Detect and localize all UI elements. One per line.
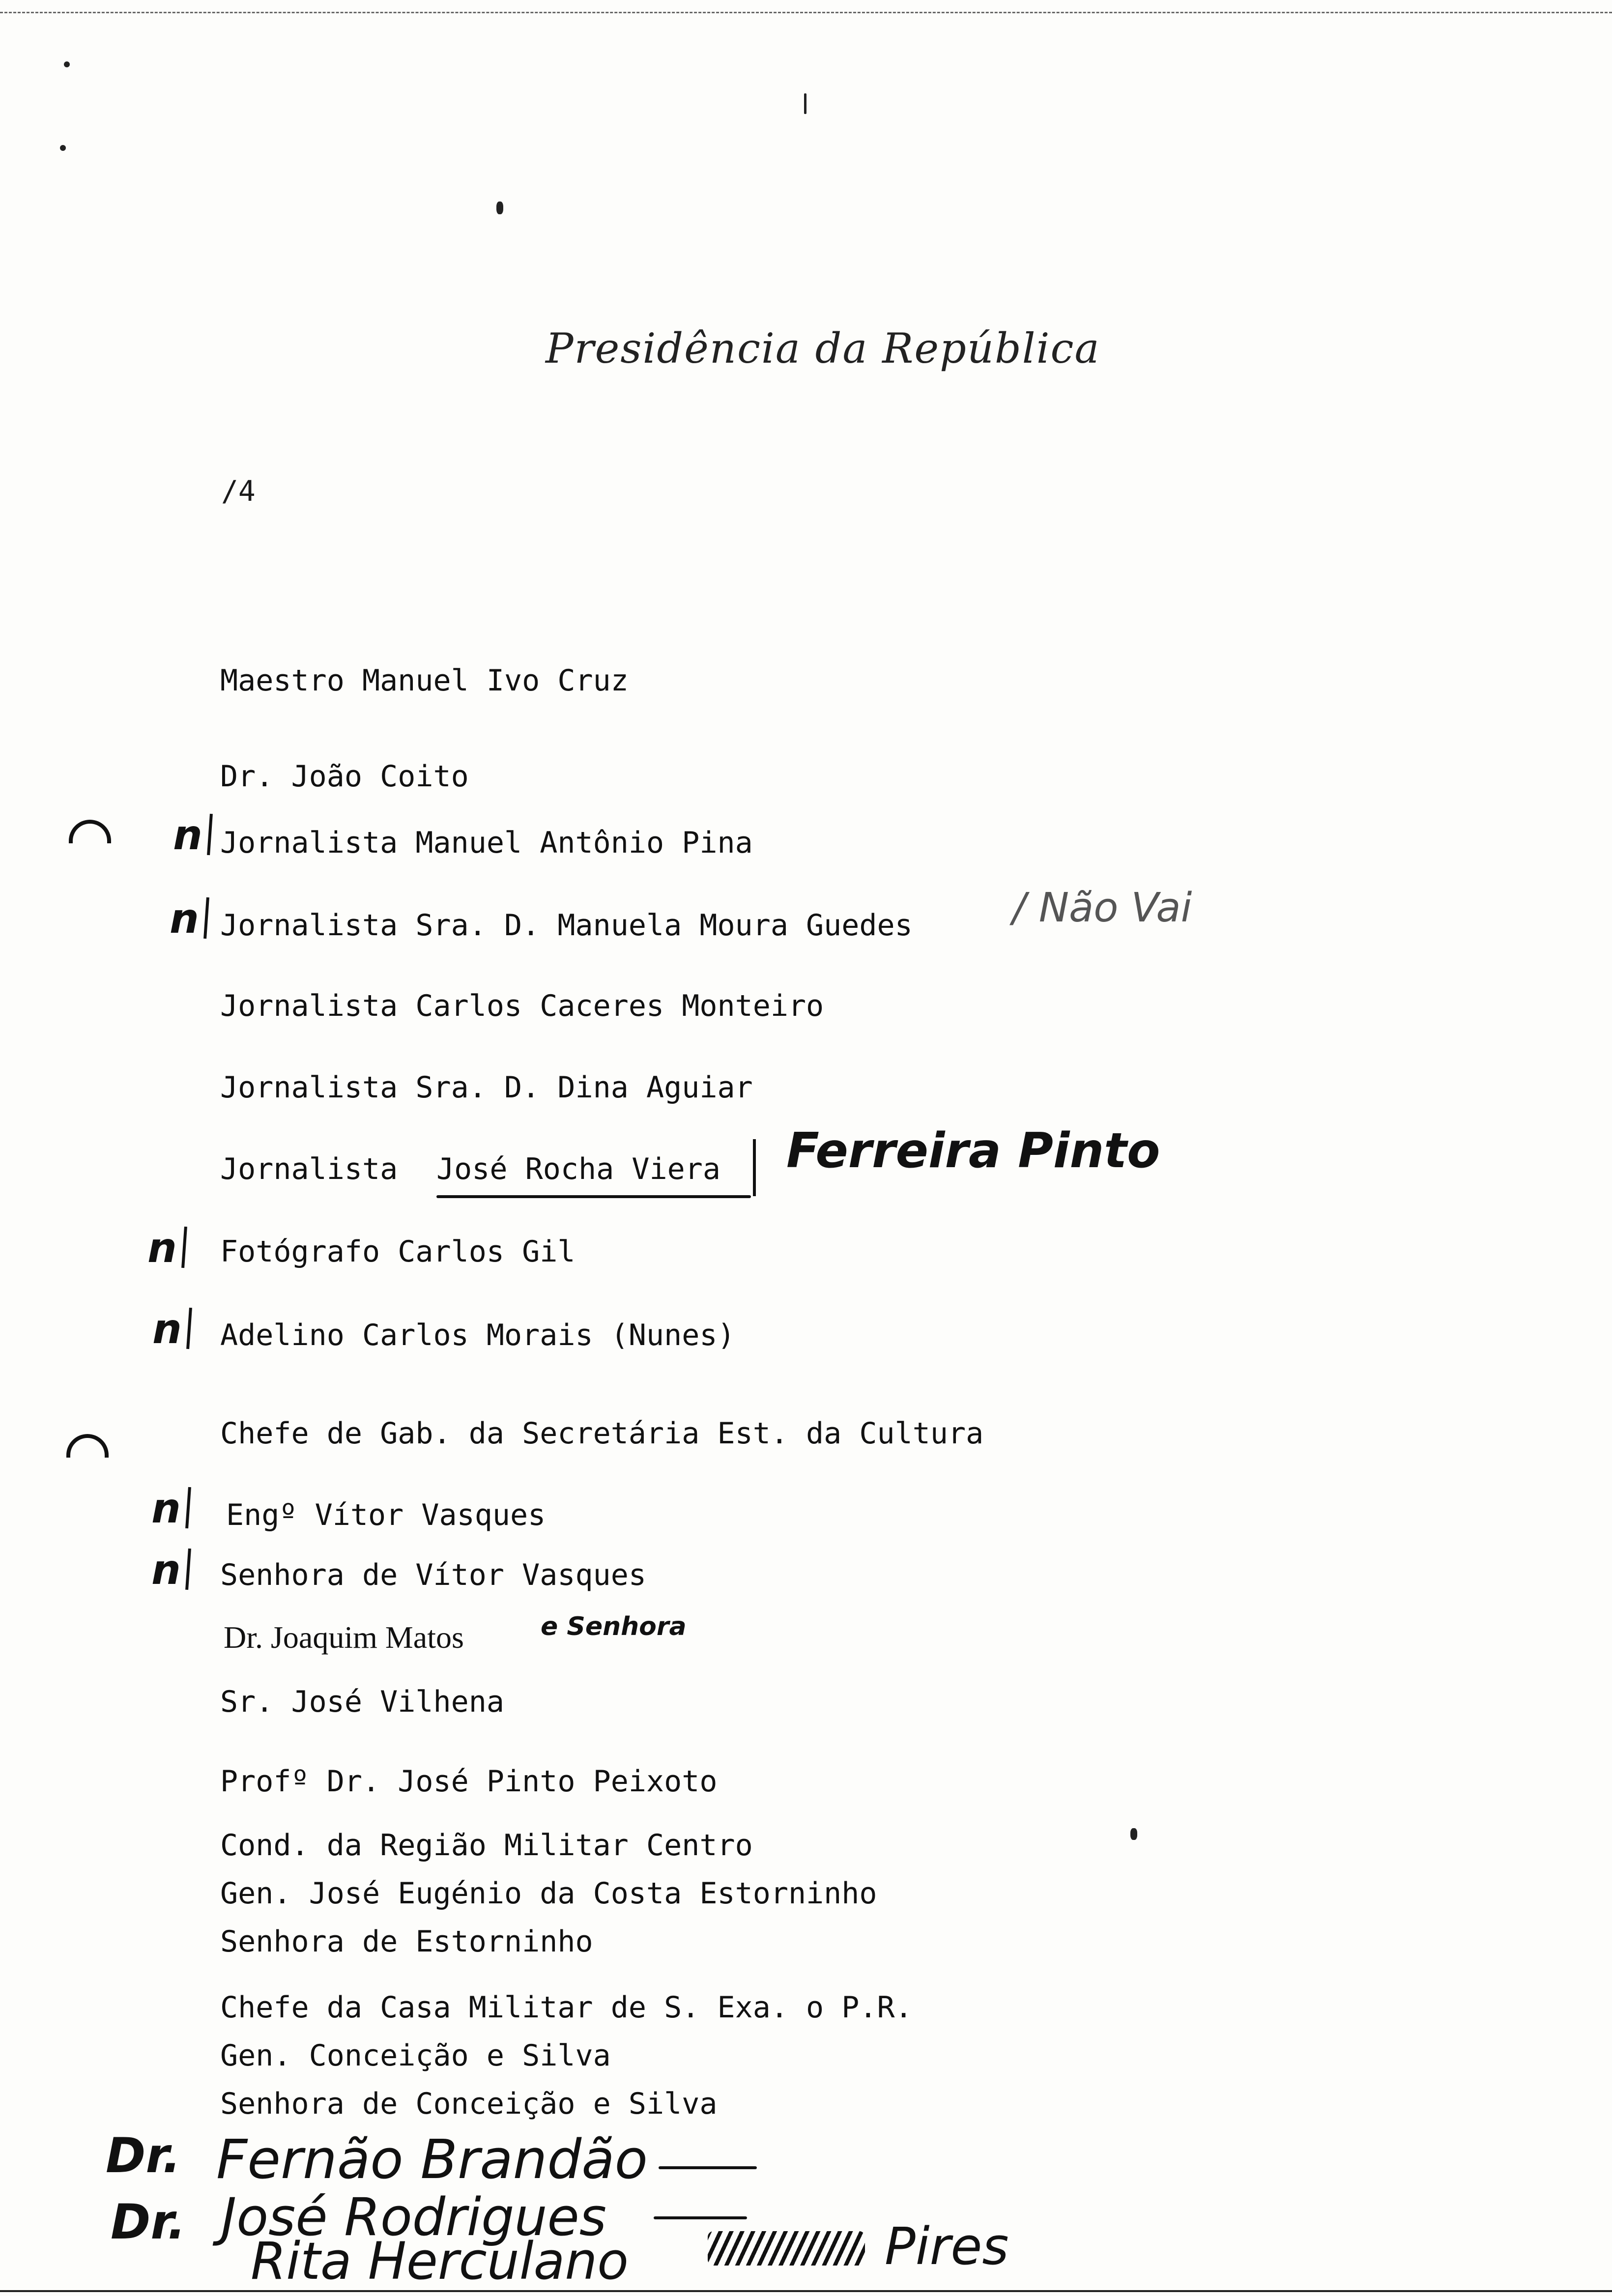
handwritten-underline [436,1195,751,1198]
list-entry: Jornalista Carlos Caceres Monteiro [220,989,824,1023]
handwritten-name: Pires [885,2216,1009,2276]
handwritten-n-mark: n [152,1305,182,1353]
handwritten-dr-prefix: Dr. [111,2194,186,2250]
list-entry: Engº Vítor Vasques [226,1498,546,1532]
handwritten-scribble [708,2231,865,2266]
handwritten-n-mark: n [151,1484,181,1532]
handwritten-dr-prefix: Dr. [106,2128,181,2184]
scan-top-line [0,12,1612,13]
handwritten-name: Fernão Brandão [216,2128,648,2191]
handwritten-arc-mark [66,1434,109,1458]
handwritten-arc-mark [69,820,111,843]
scan-speck [1130,1828,1137,1840]
handwritten-e-senhora: e Senhora [541,1612,687,1641]
list-entry: Profº Dr. José Pinto Peixoto [220,1764,718,1799]
scan-bottom-line [0,2290,1612,2292]
list-entry: Maestro Manuel Ivo Cruz [220,663,629,698]
list-entry: Senhora de Conceição e Silva [220,2087,718,2121]
handwritten-bracket [753,1139,756,1196]
handwritten-dash [659,2166,757,2169]
scan-speck [804,93,806,114]
handwritten-name: José Rodrigues [221,2187,606,2247]
letterhead: Presidência da República [546,324,1100,373]
list-entry: Adelino Carlos Morais (Nunes) [220,1318,735,1352]
scan-speck [60,145,66,151]
list-entry: Chefe de Gab. da Secretária Est. da Cultura [220,1416,984,1451]
list-entry: Jornalista Manuel Antônio Pina [220,826,753,860]
list-entry: Jornalista [220,1152,398,1186]
scan-speck [64,61,70,67]
handwritten-nao-vai: / Não Vai [1012,885,1192,931]
list-entry: Jornalista Sra. D. Dina Aguiar [220,1070,753,1105]
list-entry: Gen. José Eugénio da Costa Estorninho [220,1876,877,1911]
list-entry: Fotógrafo Carlos Gil [220,1234,576,1269]
page-number: /4 [221,474,256,508]
handwritten-dash [654,2216,747,2219]
list-entry: Chefe da Casa Militar de S. Exa. o P.R. [220,1990,913,2025]
scan-speck [496,201,503,214]
list-entry-underlined-name: José Rocha Viera [436,1152,720,1186]
handwritten-n-mark: n [147,1224,177,1272]
list-entry: Sr. José Vilhena [220,1685,504,1719]
handwritten-n-mark: n [173,811,202,859]
list-entry: Senhora de Estorninho [220,1924,593,1959]
list-entry: Gen. Conceição e Silva [220,2038,611,2073]
handwritten-n-mark: n [151,1546,181,1594]
handwritten-n-mark: n [170,894,199,943]
list-entry: Cond. da Região Militar Centro [220,1828,753,1863]
handwritten-ferreira-pinto: Ferreira Pinto [786,1123,1160,1179]
list-entry: Senhora de Vítor Vasques [220,1558,646,1592]
list-entry: Dr. João Coito [220,759,469,794]
list-entry: Dr. Joaquim Matos [224,1620,464,1655]
handwritten-name: Rita Herculano [251,2231,629,2291]
list-entry: Jornalista Sra. D. Manuela Moura Guedes [220,908,913,943]
